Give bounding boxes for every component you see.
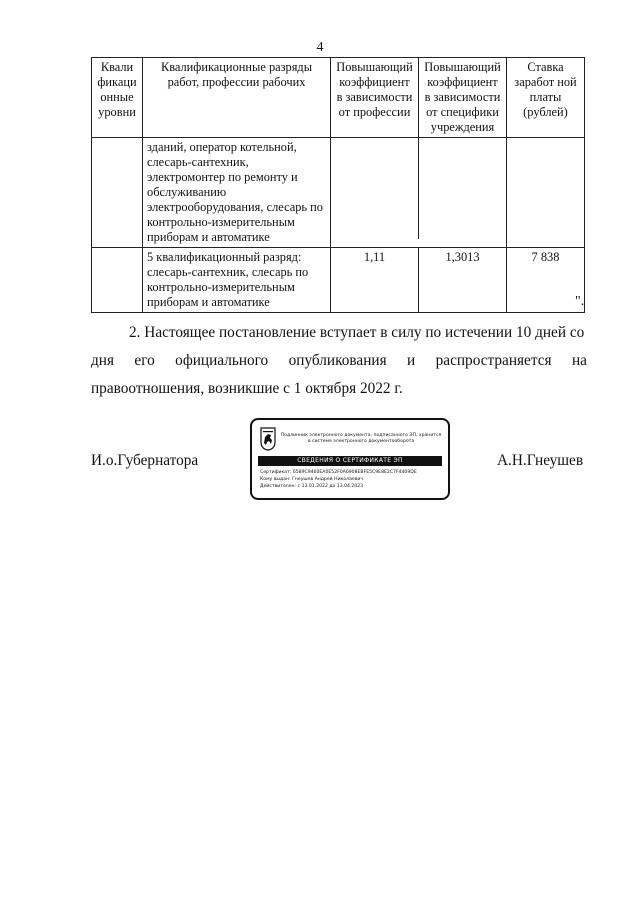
cell-jobs: зданий, оператор котельной, слесарь-сантехник, электромонтер по ремонту и обслуживанию электрооборудования, слесарь по контрольно-измерительным приборам и автоматике xyxy=(143,138,331,248)
paragraph-line-2 xyxy=(91,347,587,376)
e-signature-stamp xyxy=(250,418,450,500)
signatory-position: И.о.Губернатора xyxy=(91,452,199,469)
stamp-issued-to xyxy=(252,476,448,483)
valid-label: Действителен: xyxy=(260,484,297,489)
stamp-certificate xyxy=(252,469,448,476)
issued-to-value: Гнеушев Андрей Николаевич xyxy=(292,477,364,482)
table-header-row xyxy=(92,58,585,138)
word: и xyxy=(407,352,416,369)
coat-of-arms-icon xyxy=(260,427,276,451)
word: его xyxy=(134,352,155,369)
stamp-note: Подлинник электронного документа, подписанного ЭП, хранится в системе электронного документооборота xyxy=(280,433,442,444)
cell-coef-profession: 1,11 xyxy=(331,248,419,313)
paragraph-line-1: 2. Настоящее постановление вступает в силу по истечении 10 дней со xyxy=(129,324,585,341)
stamp-header: СВЕДЕНИЯ О СЕРТИФИКАТЕ ЭП xyxy=(258,456,442,466)
cell-level xyxy=(92,248,143,313)
header-coef-institution: Повышающий коэффициент в зависимости от специфики учреждения xyxy=(419,58,507,138)
wage-table xyxy=(91,57,585,313)
paragraph-line-3: правоотношения, возникшие с 1 октября 2022 г. xyxy=(91,380,403,397)
word: распространяется xyxy=(435,352,552,369)
stamp-validity xyxy=(252,483,448,490)
cell-rate xyxy=(507,138,585,248)
cell-level xyxy=(92,138,143,248)
table-row xyxy=(92,138,585,248)
page-number: 4 xyxy=(316,40,324,55)
cell-coefficients xyxy=(331,138,507,248)
header-coef-profession: Повышающий коэффициент в зависимости от профессии xyxy=(331,58,419,138)
closing-quote: ". xyxy=(575,294,585,309)
cell-coef-institution xyxy=(419,138,506,239)
cell-jobs: 5 квалификационный разряд: слесарь-сантехник, слесарь по контрольно-измерительным приборам и автоматике xyxy=(143,248,331,313)
word: опубликования xyxy=(288,352,387,369)
word: на xyxy=(571,352,587,369)
issued-to-label: Кому выдан: xyxy=(260,477,291,482)
header-wage-rate: Ставка заработ ной платы (рублей) xyxy=(507,58,585,138)
cell-coef-institution: 1,3013 xyxy=(419,248,507,313)
valid-value: с 13.01.2022 до 13.04.2023 xyxy=(297,484,364,489)
header-qualification-level: Квали фикаци онные уровни xyxy=(92,58,143,138)
signatory-name: А.Н.Гнеушев xyxy=(497,452,584,469)
cell-rate: 7 838 xyxy=(507,248,585,313)
word: официального xyxy=(175,352,269,369)
table-row xyxy=(92,248,585,313)
header-grades-professions: Квалификационные разряды работ, профессии рабочих xyxy=(143,58,331,138)
word: дня xyxy=(91,352,115,369)
cell-coef-profession xyxy=(331,138,419,239)
certificate-label: Сертификат: xyxy=(260,470,292,475)
certificate-value: 6589C9460EA0E52F0A6908EBFE5C9E8E2C7F4409DE xyxy=(292,470,417,475)
